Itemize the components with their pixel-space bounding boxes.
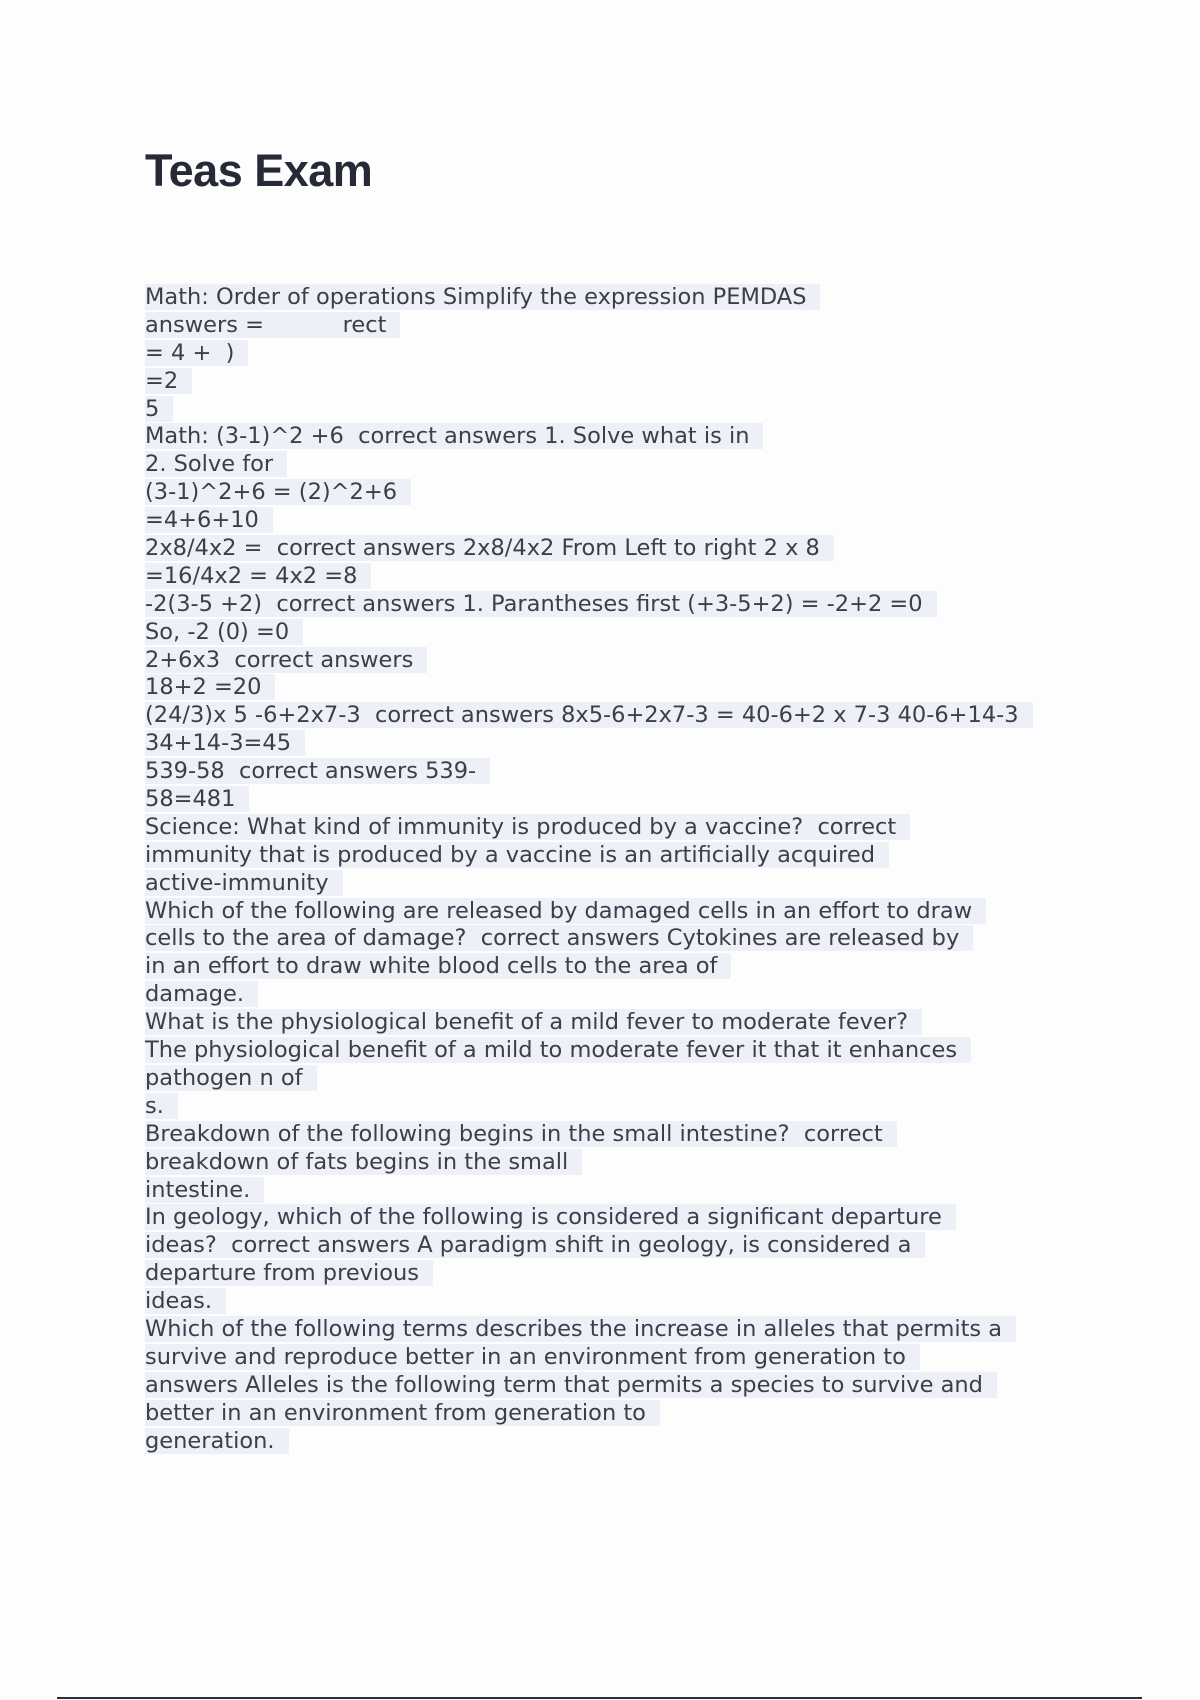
text-line — [145, 647, 1145, 675]
text-line-content: damage. — [145, 981, 258, 1007]
text-line-content: =16/4x2 = 4x2 =8 — [145, 563, 371, 589]
text-line-content: (3-1)^2+6 = (2)^2+6 — [145, 479, 411, 505]
text-line-content: Math: Order of operations Simplify the expression PEMDAS — [145, 284, 820, 310]
text-line-content: immunity that is produced by a vaccine is an artificially acquired — [145, 842, 889, 868]
text-line — [145, 1093, 1145, 1121]
text-line-content: 18+2 =20 — [145, 674, 275, 700]
text-line — [145, 786, 1145, 814]
text-line — [145, 396, 1145, 424]
text-line — [145, 563, 1145, 591]
text-line-content: survive and reproduce better in an environment from generation to — [145, 1344, 920, 1370]
text-line-content: -2(3-5 +2) correct answers 1. Parantheses first (+3-5+2) = -2+2 =0 — [145, 591, 937, 617]
text-line-content: What is the physiological benefit of a mild fever to moderate fever? — [145, 1009, 922, 1035]
text-line — [145, 451, 1145, 479]
text-line-content: active-immunity — [145, 870, 343, 896]
text-line — [145, 507, 1145, 535]
text-line-content: ideas. — [145, 1288, 226, 1314]
text-line-content: The physiological benefit of a mild to moderate fever it that it enhances — [145, 1037, 971, 1063]
text-line-content: Science: What kind of immunity is produced by a vaccine? correct — [145, 814, 910, 840]
text-line — [145, 842, 1145, 870]
text-line — [145, 423, 1145, 451]
text-line — [145, 870, 1145, 898]
text-line — [145, 1372, 1145, 1400]
text-line-content: generation. — [145, 1428, 289, 1454]
text-line-content: breakdown of fats begins in the small — [145, 1149, 582, 1175]
text-line — [145, 284, 1145, 312]
text-line-content: Which of the following are released by damaged cells in an effort to draw — [145, 898, 986, 924]
text-line — [145, 814, 1145, 842]
footer-divider — [57, 1697, 1142, 1699]
text-line — [145, 953, 1145, 981]
text-line-content: answers = rect — [145, 312, 400, 338]
text-line — [145, 925, 1145, 953]
text-line — [145, 981, 1145, 1009]
text-line-content: intestine. — [145, 1177, 264, 1203]
text-line — [145, 702, 1145, 730]
text-line — [145, 591, 1145, 619]
text-line-content: ideas? correct answers A paradigm shift in geology, is considered a — [145, 1232, 925, 1258]
text-line-content: In geology, which of the following is considered a significant departure — [145, 1204, 956, 1230]
text-line — [145, 1037, 1145, 1065]
text-line — [145, 312, 1145, 340]
text-line — [145, 1260, 1145, 1288]
text-line-content: in an effort to draw white blood cells to the area of — [145, 953, 731, 979]
text-line-content: 34+14-3=45 — [145, 730, 305, 756]
text-line-content: 5 — [145, 396, 173, 422]
text-line — [145, 1428, 1145, 1456]
text-line — [145, 758, 1145, 786]
text-line — [145, 1316, 1145, 1344]
text-line — [145, 1065, 1145, 1093]
document-body — [145, 284, 1145, 1455]
text-line — [145, 898, 1145, 926]
text-line-content: s. — [145, 1093, 178, 1119]
text-line — [145, 479, 1145, 507]
text-line — [145, 535, 1145, 563]
text-line — [145, 1232, 1145, 1260]
text-line-content: 2. Solve for — [145, 451, 287, 477]
text-line-content: better in an environment from generation to — [145, 1400, 660, 1426]
text-line-content: cells to the area of damage? correct answers Cytokines are released by — [145, 925, 973, 951]
text-line — [145, 1344, 1145, 1372]
text-line-content: (24/3)x 5 -6+2x7-3 correct answers 8x5-6+2x7-3 = 40-6+2 x 7-3 40-6+14-3 — [145, 702, 1033, 728]
text-line — [145, 1204, 1145, 1232]
text-line — [145, 1121, 1145, 1149]
text-line — [145, 1177, 1145, 1205]
text-line-content: answers Alleles is the following term that permits a species to survive and — [145, 1372, 997, 1398]
text-line-content: =4+6+10 — [145, 507, 273, 533]
text-line-content: 2x8/4x2 = correct answers 2x8/4x2 From Left to right 2 x 8 — [145, 535, 834, 561]
text-line-content: So, -2 (0) =0 — [145, 619, 303, 645]
text-line — [145, 1288, 1145, 1316]
text-line-content: 58=481 — [145, 786, 249, 812]
text-line — [145, 674, 1145, 702]
text-line-content: Which of the following terms describes the increase in alleles that permits a — [145, 1316, 1016, 1342]
text-line — [145, 368, 1145, 396]
text-line-content: = 4 + ) — [145, 340, 248, 366]
text-line-content: 2+6x3 correct answers — [145, 647, 427, 673]
text-line — [145, 1400, 1145, 1428]
document-title: Teas Exam — [145, 145, 373, 196]
text-line-content: 539-58 correct answers 539- — [145, 758, 490, 784]
text-line — [145, 730, 1145, 758]
text-line — [145, 1149, 1145, 1177]
text-line-content: departure from previous — [145, 1260, 433, 1286]
text-line — [145, 1009, 1145, 1037]
text-line — [145, 619, 1145, 647]
text-line-content: =2 — [145, 368, 192, 394]
text-line-content: Breakdown of the following begins in the small intestine? correct — [145, 1121, 897, 1147]
text-line-content: Math: (3-1)^2 +6 correct answers 1. Solve what is in — [145, 423, 763, 449]
text-line — [145, 340, 1145, 368]
text-line-content: pathogen n of — [145, 1065, 317, 1091]
